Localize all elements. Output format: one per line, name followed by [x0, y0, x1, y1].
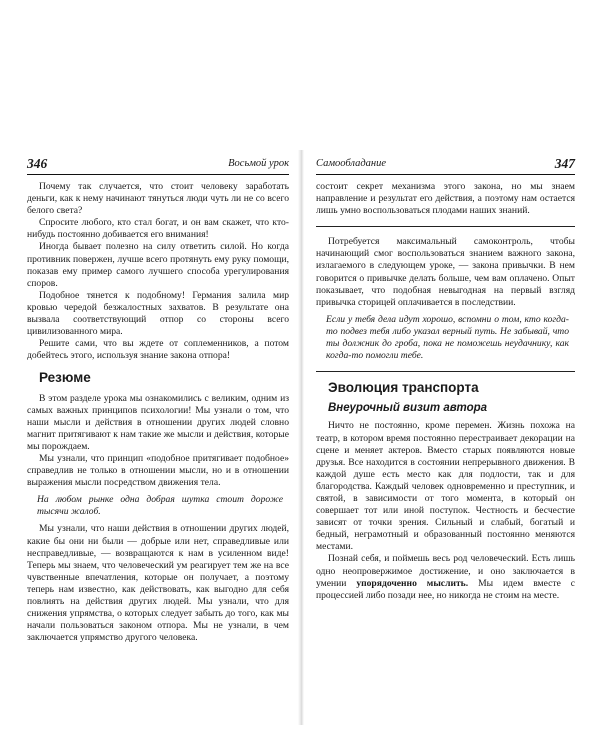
paragraph: Мы узнали, что принцип «подобное притягивает подобное» справедлив не только в отношении мысли, но и в отношении выражения мысли посредством движения тела. — [27, 452, 289, 489]
right-page-header — [316, 158, 575, 175]
book-gutter — [298, 150, 304, 725]
paragraph-text: Познай себя, и поймешь весь род человеческий. Есть лишь одно неопровержимое достижение, и оно заключается в умении — [316, 553, 575, 589]
subsection-heading: Внеурочный визит автора — [328, 402, 488, 415]
paragraph: Спросите любого, кто стал богат, и он вам скажет, что кто-нибудь постоянно добивается его внимания! — [27, 217, 289, 241]
divider — [316, 226, 575, 227]
left-page-body — [27, 181, 289, 644]
right-page — [316, 158, 575, 718]
paragraph: Иногда бывает полезно на силу ответить силой. Но когда противник повержен, лучше всего протянуть ему руку помощи, показав ему пример самого лучшего способа урегулирования споров. — [27, 241, 289, 289]
paragraph — [316, 553, 575, 601]
page-number: 346 — [27, 156, 48, 171]
divider — [316, 371, 575, 372]
paragraph: Подобное тянется к подобному! Германия залила мир кровью чередой безжалостных захватов. В результате она вызвала соответствующий отпор со стороны всего цивилизованного мира. — [27, 289, 289, 338]
paragraph: Ничто не постоянно, кроме перемен. Жизнь похожа на театр, в котором время постоянно перестраивает декорации на сцене и меняет актеров. Вместо старых появляются новые друзья. Все находится в состоянии непрерывного движения. В каждой душе есть место как для подлости, так и для благородства. Каждый человек одновременно и преступник, и святой, в зависимости от того момента, в который он совершает тот или иной поступок. Честность и бесчестие зависят от точки зрения. Сильный и слабый, богатый и бедный, неграмотный и образованный постоянно меняются местами. — [316, 420, 575, 553]
paragraph: Потребуется максимальный самоконтроль, чтобы начинающий смог воспользоваться знанием важного закона, излагаемого в следующем уроке, — закона привычки. В нем говорится о привычке делать больше, чем вам оплачено. Опыт показывает, что подобная невыгодная на первый взгляд привычка сторицей оплачивается в последствии. — [316, 236, 575, 308]
left-page — [27, 158, 289, 718]
quote: На любом рынке одна добрая шутка стоит дороже тысячи жалоб. — [37, 494, 283, 518]
running-head: Восьмой урок — [228, 158, 289, 169]
paragraph: Почему так случается, что стоит человеку заработать деньги, как к нему начинают тянуться люди чуть ли не со всего белого света? — [27, 181, 289, 217]
left-page-header — [27, 158, 289, 175]
paragraph-text: Мы идем вместе с процессией либо позади нее, но никогда не стоим на месте. — [316, 577, 575, 601]
paragraph: В этом разделе урока мы ознакомились с великим, одним из самых важных принципов психологии! Мы узнали о том, что наши мысли и действия в отношении других людей словно магнит притягивают к нам такие же мысли и действия, которые мы порождаем. — [27, 392, 289, 452]
page-number: 347 — [554, 156, 575, 171]
right-page-body — [316, 181, 575, 602]
section-heading: Резюме — [39, 370, 91, 386]
running-head: Самообладание — [316, 158, 387, 169]
paragraph: Мы узнали, что наши действия в отношении других людей, какие бы они ни были — добрые или нет, справедливые или несправедливые, — возвращаются к нам в усиленном виде! Теперь мы знаем, что человеческий ум реагирует тем же на все чувственные впечатления, которые он получает, а поэтому теперь нам известно, как действовать, как выгодно для себя повлиять на действия других людей. Мы узнали, что для снижения упрямства, о которых следует забыть до того, как мы начали пользоваться законом отпора. Мы не узнали, в чем заключается упрямство другого человека. — [27, 523, 289, 644]
paragraph: Решите сами, что вы ждете от соплеменников, а потом добейтесь этого, используя знание закона отпора! — [27, 338, 289, 362]
section-heading: Эволюция транспорта — [328, 380, 479, 396]
emphasis-text: упорядоченно мыслить. — [356, 577, 469, 589]
paragraph: состоит секрет механизма этого закона, но мы знаем направление и результат его действия, а поэтому нам остается лишь умно воспользоваться плодами наших знаний. — [316, 181, 575, 217]
quote: Если у тебя дела идут хорошо, вспомни о том, кто когда-то подвез тебя либо указал верный путь. Не забывай, что ты должник до гроба, пока не поможешь неудачнику, как когда-то помогли тебе. — [326, 313, 569, 362]
